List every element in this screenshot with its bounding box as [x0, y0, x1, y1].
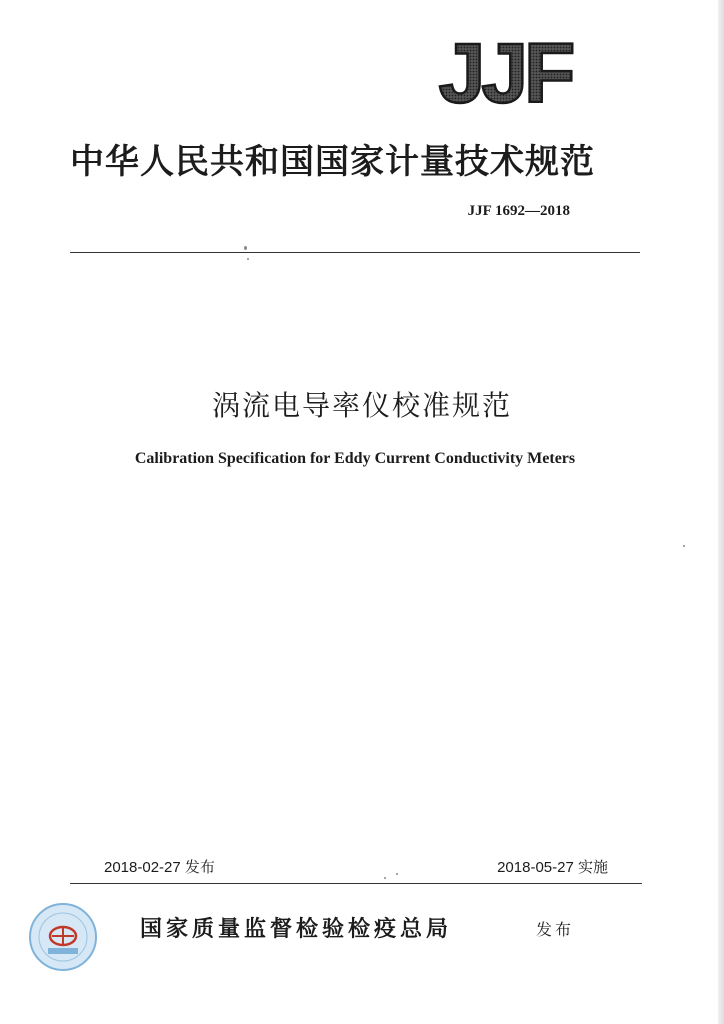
issuer-suffix: 发布	[536, 920, 575, 939]
jjf-logo	[412, 34, 598, 108]
scan-speck	[244, 246, 247, 250]
issuing-authority: 国家质量监督检验检疫总局	[140, 916, 453, 942]
implementation-date: 2018-05-27 实施	[497, 859, 608, 876]
scan-speck	[683, 545, 685, 547]
logo-text: JJF	[438, 34, 572, 108]
bottom-divider	[70, 883, 642, 884]
publisher-seal	[28, 902, 98, 972]
document-title-chinese: 涡流电导率仪校准规范	[211, 389, 512, 422]
scan-speck	[384, 877, 386, 879]
document-title-english: Calibration Specification for Eddy Current Conductivity Meters	[134, 450, 576, 467]
authority-title: 中华人民共和国国家计量技术规范	[70, 142, 595, 182]
scan-speck	[247, 258, 249, 260]
issue-date: 2018-02-27 发布	[104, 859, 215, 876]
standard-number: JJF 1692—2018	[467, 203, 570, 219]
top-divider	[70, 252, 640, 253]
page-edge	[718, 0, 724, 1024]
scan-speck	[396, 873, 398, 875]
